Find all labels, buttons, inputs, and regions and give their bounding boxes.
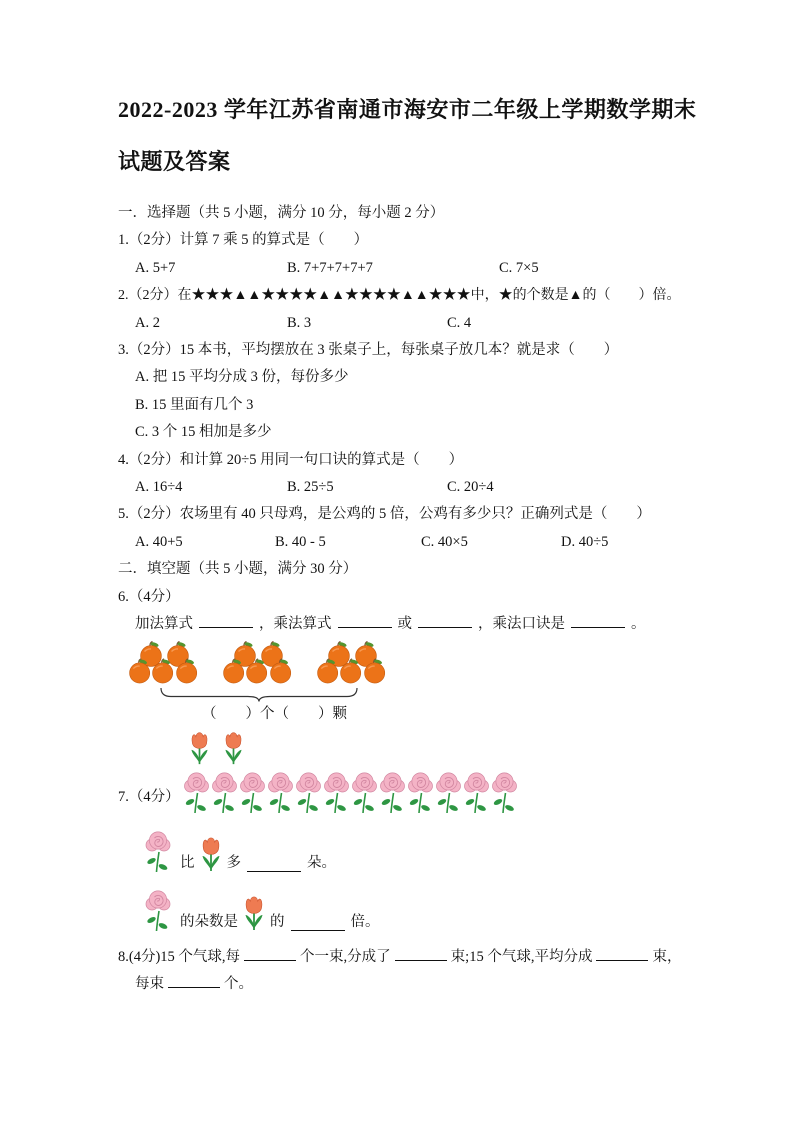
tulip-row — [186, 729, 518, 767]
answer-blank — [418, 612, 472, 628]
orange-icon — [363, 658, 386, 684]
rose-icon — [435, 770, 462, 816]
answer-blank — [199, 612, 253, 628]
q5-options — [135, 529, 681, 556]
orange-group — [316, 641, 386, 684]
orange-group — [128, 641, 198, 684]
q7l1-text-1: 比 — [180, 854, 195, 871]
title-line-1: 2022-2023 学年江苏省南通市海安市二年级上学期数学期末 — [118, 97, 697, 122]
rose-icon — [140, 829, 176, 875]
rose-icon — [239, 770, 266, 816]
rose-icon — [211, 770, 238, 816]
q6-orange-figure — [128, 641, 681, 725]
q7-line-2 — [140, 888, 681, 934]
q3-option-c: C. 3 个 15 相加是多少 — [135, 424, 272, 441]
section-fill-heading: 二．填空题（共 5 小题，满分 30 分） — [118, 561, 358, 578]
q4-option-a: A. 16÷4 — [135, 479, 183, 496]
rose-icon — [407, 770, 434, 816]
exam-title — [118, 84, 697, 188]
q5-stem: 5.（2分）农场里有 40 只母鸡，是公鸡的 5 倍，公鸡有多少只？正确列式是（ ） — [118, 506, 651, 523]
q8-line-2 — [135, 971, 681, 998]
tulip-icon — [199, 833, 223, 875]
rose-icon — [379, 770, 406, 816]
rose-icon — [351, 770, 378, 816]
q6-text-3: 或 — [397, 616, 412, 633]
orange-icon — [269, 658, 292, 684]
q3-stem: 3.（2分）15 本书，平均摆放在 3 张桌子上，每张桌子放几本？就是求（ ） — [118, 342, 619, 359]
q7l2-text-3: 倍。 — [350, 913, 380, 930]
q1-option-a: A. 5+7 — [135, 259, 176, 276]
orange-icon — [128, 658, 151, 684]
brace-icon — [160, 687, 358, 703]
answer-blank — [244, 945, 296, 961]
q7-line-1 — [140, 829, 681, 875]
answer-blank — [168, 972, 220, 988]
q1-stem: 1.（2分）计算 7 乘 5 的算式是（ ） — [118, 232, 369, 249]
orange-icon — [316, 658, 339, 684]
q2-option-a: A. 2 — [135, 314, 160, 331]
q4-option-c: C. 20÷4 — [447, 479, 494, 496]
q5-option-a: A. 40+5 — [135, 533, 183, 550]
orange-icon — [151, 658, 174, 684]
q5-option-d: D. 40÷5 — [561, 533, 609, 550]
rose-icon — [295, 770, 322, 816]
answer-blank — [395, 945, 447, 961]
q7-figure — [118, 729, 681, 816]
title-line-2: 试题及答案 — [118, 149, 231, 174]
orange-groups — [128, 641, 388, 684]
q1-options — [135, 255, 681, 282]
rose-icon — [183, 770, 210, 816]
q6-text-5: 。 — [631, 616, 646, 633]
q7l2-text-2: 的 — [270, 913, 285, 930]
q7l2-text-1: 的朵数是 — [180, 913, 238, 930]
q6-fill-line — [135, 611, 681, 638]
q1-option-b: B. 7+7+7+7+7 — [287, 259, 373, 276]
flower-column — [183, 729, 518, 816]
q2-options — [135, 310, 681, 337]
q8-text-2: 个一束,分成了 — [300, 948, 391, 965]
q4-stem: 4.（2分）和计算 20÷5 用同一句口诀的算式是（ ） — [118, 451, 464, 468]
rose-icon — [140, 888, 176, 934]
rose-icon — [267, 770, 294, 816]
tulip-icon — [242, 892, 266, 934]
q6-label: 6.（4分） — [118, 588, 180, 605]
q8-text-5: 每束 — [135, 975, 164, 992]
q6-text-2: ，乘法算式 — [259, 616, 332, 633]
orange-icon — [339, 658, 362, 684]
brace-row — [160, 687, 681, 703]
q8-line-1 — [118, 944, 681, 971]
rose-icon — [323, 770, 350, 816]
answer-blank — [596, 945, 648, 961]
orange-icon — [222, 658, 245, 684]
q5-option-b: B. 40 - 5 — [275, 533, 326, 550]
tulip-icon — [220, 729, 247, 767]
orange-bottom-row — [222, 658, 292, 684]
q5-option-c: C. 40×5 — [421, 533, 468, 550]
orange-icon — [175, 658, 198, 684]
q7l1-text-3: 朵。 — [307, 854, 336, 871]
q3-option-b: B. 15 里面有几个 3 — [135, 396, 254, 413]
answer-blank — [571, 612, 625, 628]
orange-icon — [245, 658, 268, 684]
answer-blank — [291, 915, 345, 931]
q7l1-text-2: 多 — [226, 854, 241, 871]
rose-icon — [463, 770, 490, 816]
rose-row — [183, 770, 518, 816]
q2-option-c: C. 4 — [447, 314, 472, 331]
q8-text-3: 束;15 个气球,平均分成 — [450, 948, 593, 965]
orange-bottom-row — [316, 658, 386, 684]
q1-option-c: C. 7×5 — [499, 259, 539, 276]
q2-stem: 2.（2分）在★★★▲▲★★★★▲▲★★★★▲▲★★★中，★的个数是▲的（ ）倍。 — [118, 288, 681, 304]
q4-options — [135, 474, 681, 501]
q2-option-b: B. 3 — [287, 314, 312, 331]
rose-icon — [491, 770, 518, 816]
orange-bottom-row — [128, 658, 198, 684]
tulip-icon — [186, 729, 213, 767]
q8-text-1: 8.(4分)15 个气球,每 — [118, 948, 241, 965]
orange-group — [222, 641, 292, 684]
q6-text-4: ，乘法口诀是 — [478, 616, 565, 633]
answer-blank — [247, 856, 301, 872]
q4-option-b: B. 25÷5 — [287, 479, 334, 496]
q8-text-4: 束， — [652, 948, 682, 965]
q6-text-1: 加法算式 — [135, 616, 193, 633]
answer-blank — [338, 612, 392, 628]
q8-text-6: 个。 — [224, 975, 253, 992]
q7-label: 7.（4分） — [118, 788, 180, 805]
q6-caption: （ ）个（ ）颗 — [202, 705, 347, 722]
section-choice-heading: 一．选择题（共 5 小题，满分 10 分，每小题 2 分） — [118, 205, 445, 221]
q3-option-a: A. 把 15 平均分成 3 份，每份多少 — [135, 369, 349, 386]
